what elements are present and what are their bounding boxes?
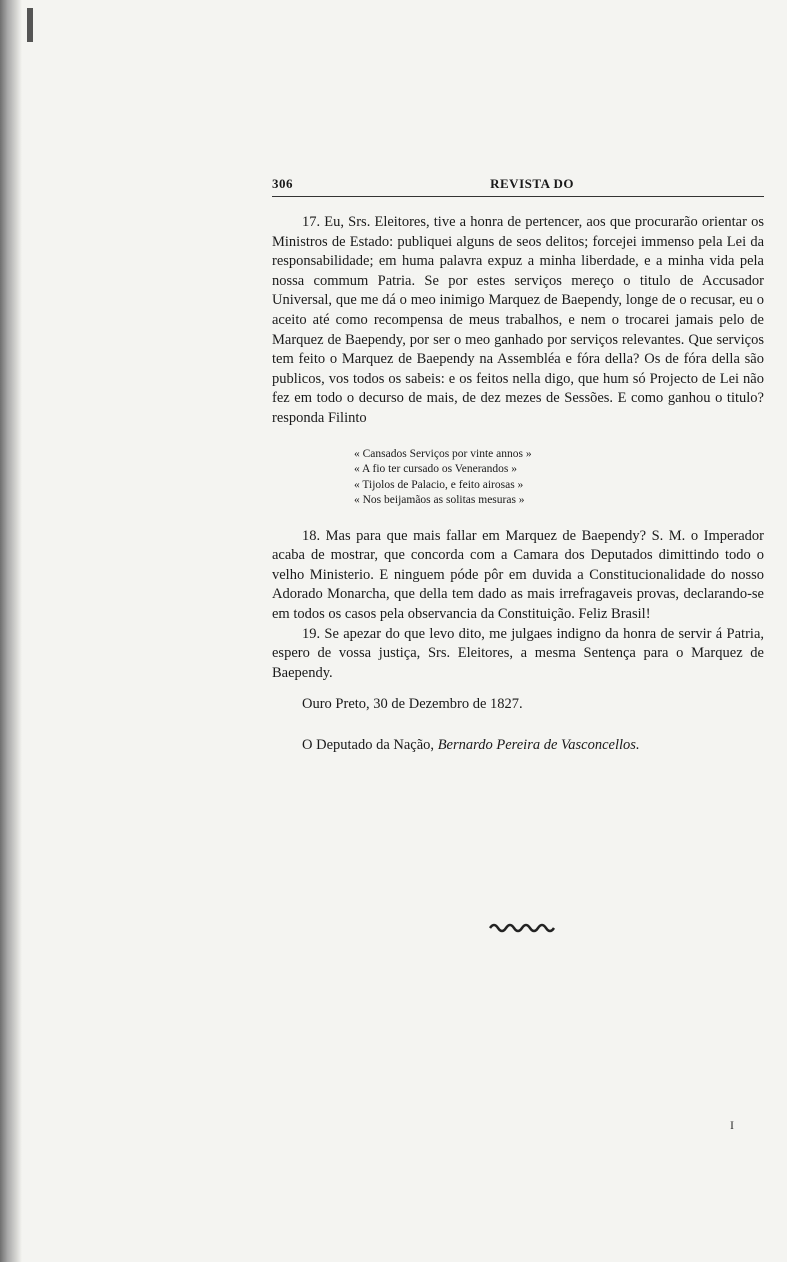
page-number: 306 [272,176,293,191]
verse-line: « Cansados Serviços por vinte annos » [354,447,532,460]
verse-quote [354,447,764,509]
paragraph-18: 18. Mas para que mais fallar em Marquez de Baependy? S. M. o Imperador acaba de mostrar, que concorda com a Camara dos Deputados dimittindo todo o velho Ministerio. E ninguem póde pôr em duvida a Constitucionalidade do nosso Adorado Monarcha, que della tem dado as mais irrefragaveis provas, declarando-se em todos os casos pela observancia da Constituição. Feliz Brasil! [272,527,764,622]
wave-ornament [488,920,558,936]
signature-prefix: O Deputado da Nação, [302,736,435,753]
verse-line: « Nos beijamãos as solitas mesuras » [354,494,525,507]
signature-name: Bernardo Pereira de Vasconcellos. [437,736,640,753]
verse-line: « Tijolos de Palacio, e feito airosas » [354,478,524,491]
running-head [272,170,764,192]
book-spine-shadow [0,0,22,1262]
verse-line: « A fio ter cursado os Venerandos » [354,463,517,476]
footer-mark: I [730,1118,734,1132]
header-rule [272,196,764,197]
signature-line [272,737,764,754]
scan-mark [27,8,33,42]
paragraph-19: 19. Se apezar do que levo dito, me julgaes indigno da honra de servir á Patria, espero de vossa justiça, Srs. Eleitores, a mesma Sentença para o Marquez de Baependy. [272,625,764,681]
paragraph-17: 17. Eu, Srs. Eleitores, tive a honra de pertencer, aos que procurarão orientar os Ministros de Estado: publiquei alguns de seos delitos; forcejei immenso pela Lei da responsabilidade; em huma palavra expuz a minha liberdade, e a minha vida pela nossa commum Patria. Se por estes serviços mereço o titulo de Accusador Universal, que me dá o meo inimigo Marquez de Baependy, longe de o recusar, eu o aceito até como recompensa de meus trabalhos, e nem o trocarei jamais pelo de Marquez de Baependy, por ser o meo ganhado por serviços relevantes. Que serviços tem feito o Marquez de Baependy na Assembléa e fóra della? Os de fóra della são publicos, vos todos os sabeis: e os feitos nella digo, que hum só Projecto de Lei não fez em todo o decurso de mais, de dez mezes de Sessões. E como ganhou o titulo? responda Filinto [272,214,764,426]
running-title: REVISTA DO [490,176,574,191]
page-content [272,170,764,754]
place-date: Ouro Preto, 30 de Dezembro de 1827. [302,696,523,713]
